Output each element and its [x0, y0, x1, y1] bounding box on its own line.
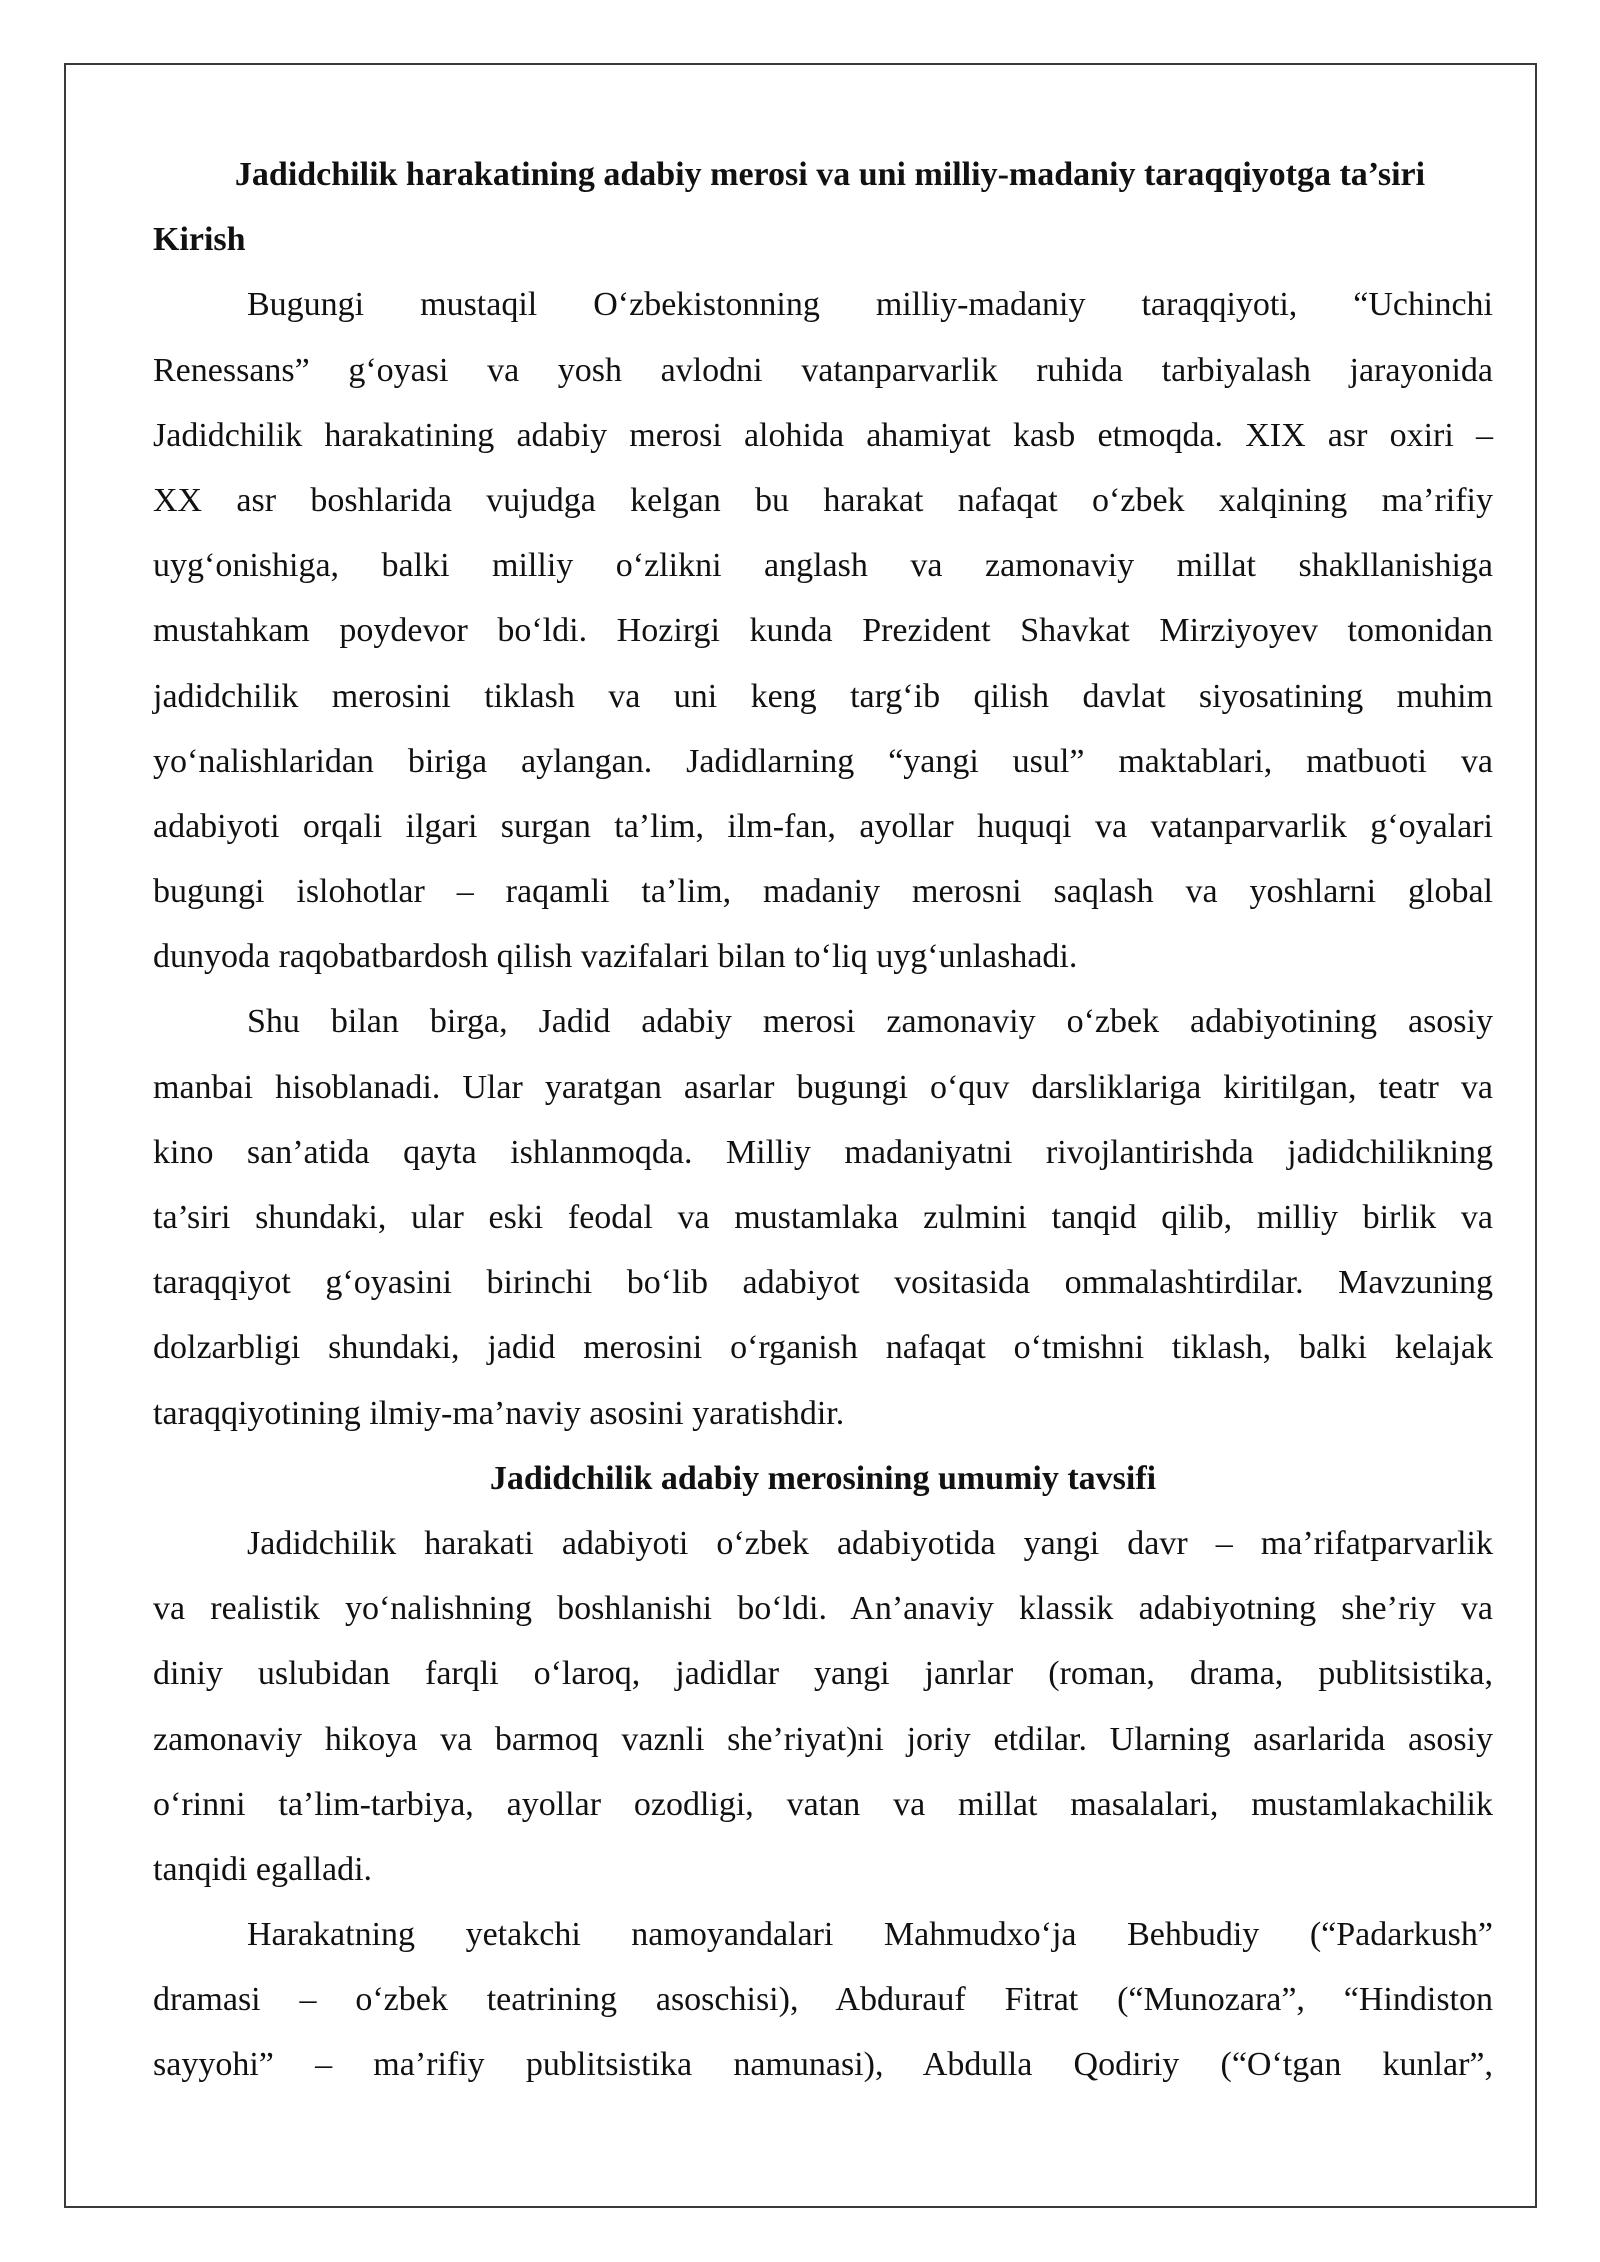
- text-line: yo‘nalishlaridan biriga aylangan. Jadidlarning “yangi usul” maktablari, matbuoti va: [153, 742, 1493, 780]
- text-line: taraqqiyot g‘oyasini birinchi bo‘lib adabiyot vositasida ommalashtirdilar. Mavzuning: [153, 1264, 1493, 1302]
- text-line: o‘rinni ta’lim-tarbiya, ayollar ozodligi, vatan va millat masalalari, mustamlakachilik: [153, 1785, 1493, 1823]
- intro-heading: Kirish: [153, 221, 246, 259]
- text-line: va realistik yo‘nalishning boshlanishi bo‘ldi. An’anaviy klassik adabiyotning she’riy va: [153, 1590, 1493, 1628]
- section-paragraph-2: [153, 1902, 1493, 2098]
- text-line: adabiyoti orqali ilgari surgan ta’lim, ilm-fan, ayollar huquqi va vatanparvarlik g‘oyalari: [153, 807, 1493, 845]
- intro-paragraph-2: [153, 989, 1493, 1445]
- intro-paragraph-1: [153, 272, 1493, 989]
- document-title: Jadidchilik harakatining adabiy merosi va uni milliy-madaniy taraqqiyotga ta’siri: [234, 156, 1426, 193]
- text-line: mustahkam poydevor bo‘ldi. Hozirgi kunda Prezident Shavkat Mirziyoyev tomonidan: [153, 612, 1493, 650]
- text-line: Jadidchilik harakati adabiyoti o‘zbek adabiyotida yangi davr – ma’rifatparvarlik: [247, 1524, 1493, 1562]
- text-line: dolzarbligi shundaki, jadid merosini o‘rganish nafaqat o‘tmishni tiklash, balki kelajak: [153, 1329, 1493, 1367]
- text-line: dunyoda raqobatbardosh qilish vazifalari bilan to‘liq uyg‘unlashadi.: [153, 938, 1078, 976]
- text-line: Jadidchilik harakatining adabiy merosi alohida ahamiyat kasb etmoqda. XIX asr oxiri –: [153, 416, 1493, 454]
- text-line: kino san’atida qayta ishlanmoqda. Milliy madaniyatni rivojlantirishda jadidchilikning: [153, 1133, 1493, 1171]
- text-line: jadidchilik merosini tiklash va uni keng targ‘ib qilish davlat siyosatining muhim: [153, 677, 1493, 715]
- section-paragraph-1: [153, 1511, 1493, 1902]
- section-heading: Jadidchilik adabiy merosining umumiy tavsifi: [489, 1459, 1157, 1497]
- text-line: diniy uslubidan farqli o‘laroq, jadidlar yangi janrlar (roman, drama, publitsistika,: [153, 1655, 1493, 1693]
- text-line: Shu bilan birga, Jadid adabiy merosi zamonaviy o‘zbek adabiyotining asosiy: [247, 1003, 1493, 1041]
- text-line: Bugungi mustaqil O‘zbekistonning milliy-madaniy taraqqiyoti, “Uchinchi: [247, 286, 1493, 324]
- document-body: [153, 142, 1493, 2098]
- text-line: sayyohi” – ma’rifiy publitsistika namunasi), Abdulla Qodiriy (“O‘tgan kunlar”,: [153, 2046, 1493, 2084]
- text-line: dramasi – o‘zbek teatrining asoschisi), Abdurauf Fitrat (“Munozara”, “Hindiston: [153, 1981, 1493, 2019]
- text-line: ta’siri shundaki, ular eski feodal va mustamlaka zulmini tanqid qilib, milliy birlik va: [153, 1199, 1493, 1236]
- text-line: zamonaviy hikoya va barmoq vaznli she’riyat)ni joriy etdilar. Ularning asarlarida asosiy: [153, 1720, 1493, 1758]
- text-line: manbai hisoblanadi. Ular yaratgan asarlar bugungi o‘quv darsliklariga kiritilgan, teatr va: [153, 1068, 1493, 1106]
- text-line: Renessans” g‘oyasi va yosh avlodni vatanparvarlik ruhida tarbiyalash jarayonida: [153, 351, 1493, 389]
- text-line: Harakatning yetakchi namoyandalari Mahmudxo‘ja Behbudiy (“Padarkush”: [247, 1916, 1493, 1954]
- text-line: XX asr boshlarida vujudga kelgan bu harakat nafaqat o‘zbek xalqining ma’rifiy: [153, 481, 1493, 519]
- text-line: taraqqiyotining ilmiy-ma’naviy asosini yaratishdir.: [153, 1394, 845, 1432]
- text-line: tanqidi egalladi.: [153, 1850, 373, 1888]
- text-line: bugungi islohotlar – raqamli ta’lim, madaniy merosni saqlash va yoshlarni global: [153, 873, 1493, 911]
- text-line: uyg‘onishiga, balki milliy o‘zlikni anglash va zamonaviy millat shakllanishiga: [153, 547, 1493, 585]
